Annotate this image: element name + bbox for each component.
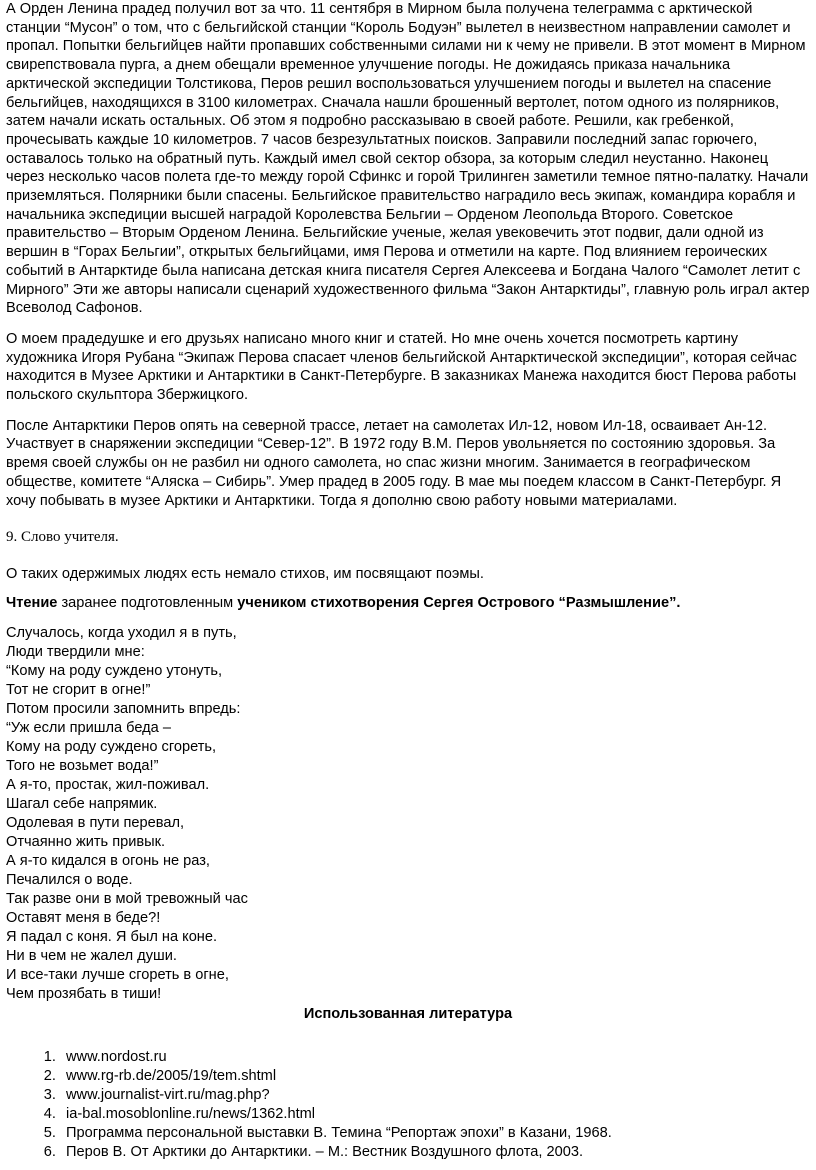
poem-line: Оставят меня в беде?! <box>6 910 161 927</box>
poem-line: “Уж если пришла беда – <box>6 720 171 737</box>
literature-list <box>6 1048 810 1162</box>
poem-line: Ни в чем не жалел души. <box>6 948 177 965</box>
literature-title: Использованная литература <box>303 1006 513 1023</box>
literature-item: 3. www.journalist-virt.ru/mag.php? <box>60 1086 810 1105</box>
poem-line: Кому на роду суждено сгореть, <box>6 739 217 756</box>
literature-item: 1. www.nordost.ru <box>60 1048 810 1067</box>
poem-line: Шагал себе напрямик. <box>6 796 158 813</box>
poem-line: Того не возьмет вода!” <box>6 758 159 775</box>
poem-line: Я падал с коня. Я был на коне. <box>6 929 218 946</box>
paragraph-books-and-articles: О моем прадедушке и его друзьях написано много книг и статей. Но мне очень хочется посмотреть картину художника Игоря Рубана “Экипаж Перова спасает членов бельгийской Антарктической экспедиции”, которая сейчас находится в Музее Арктики и Антарктики в Санкт-Петербурге. В заказниках Манежа находится бюст Перова работы польского скульптора Збержицкого. <box>6 330 797 404</box>
section-heading-teacher-word: 9. Слово учителя. <box>6 529 119 546</box>
paragraph-after-antarctica: После Антарктики Перов опять на северной трассе, летает на самолетах Ил-12, новом Ил-18, осваивает Ан-12. Участвует в снаряжении экспедиции “Север-12”. В 1972 году В.М. Перов увольняется по состоянию здоровья. За время своей службы он не разбил ни одного самолета, но спас жизни многим. Занимается в географическом обществе, комитете “Аляска – Сибирь”. Умер прадед в 2005 году. В мае мы поедем классом в Санкт-Петербург. Я хочу побывать в музее Арктики и Антарктики. Тогда я дополню свою работу новыми материалами. <box>6 417 782 509</box>
reading-instruction <box>6 594 810 613</box>
document-page <box>6 0 810 1162</box>
reading-bold-2: учеником стихотворения Сергея Острового “Размышление”. <box>237 594 681 611</box>
poem-line: Случалось, когда уходил я в путь, <box>6 625 237 642</box>
poem-line: Люди твердили мне: <box>6 644 145 661</box>
poem-line: Печалился о воде. <box>6 872 133 889</box>
literature-item: 5. Программа персональной выставки В. Темина “Репортаж эпохи” в Казани, 1968. <box>60 1124 810 1143</box>
literature-item: 4. ia-bal.mosoblonline.ru/news/1362.html <box>60 1105 810 1124</box>
poem-line: А я-то, простак, жил-поживал. <box>6 777 210 794</box>
poem-line: Так разве они в мой тревожный час <box>6 891 248 908</box>
poem-line: Одолевая в пути перевал, <box>6 815 185 832</box>
reading-plain: заранее подготовленным <box>57 594 238 611</box>
poem <box>6 624 810 1004</box>
poem-line: Отчаянно жить привык. <box>6 834 166 851</box>
poem-line: Потом просили запомнить впредь: <box>6 701 241 718</box>
poem-line: “Кому на роду суждено утонуть, <box>6 663 223 680</box>
poem-line: Тот не сгорит в огне!” <box>6 682 151 699</box>
poem-line: А я-то кидался в огонь не раз, <box>6 853 210 870</box>
poem-line: И все-таки лучше сгореть в огне, <box>6 967 229 984</box>
literature-item: 6. Перов В. От Арктики до Антарктики. – М.: Вестник Воздушного флота, 2003. <box>60 1143 810 1162</box>
literature-item: 2. www.rg-rb.de/2005/19/tem.shtml <box>60 1067 810 1086</box>
reading-bold-1: Чтение <box>6 594 58 611</box>
section-intro: О таких одержимых людях есть немало стихов, им посвящают поэмы. <box>6 565 484 582</box>
poem-line: Чем прозябать в тиши! <box>6 986 162 1003</box>
paragraph-order-of-lenin: А Орден Ленина прадед получил вот за что. 11 сентября в Мирном была получена телеграмма с арктической станции “Мусон” о том, что с бельгийской станции “Король Бодуэн” вылетел в неизвестном направлении самолет и пропал. Попытки бельгийцев найти пропавших собственными силами ни к чему не привели. В этот момент в Мирном свирепствовала пурга, а днем обещали временное улучшение погоды. Не дожидаясь приказа начальника арктической экспедиции Толстикова, Перов решил воспользоваться улучшением погоды и вылетел на спасение бельгийцев, находящихся в 3100 километрах. Сначала нашли брошенный вертолет, потом одного из полярников, затем начали искать остальных. Об этом я подробно рассказываю в своей работе. Решили, как гребенкой, прочесывать каждые 10 километров. 7 часов безрезультатных поисков. Заправили последний запас горючего, оставалось только на обратный путь. Каждый имел свой сектор обзора, за которым следил неустанно. Наконец через несколько часов полета где-то между горой Сфинкс и горой Трилинген заметили темное пятно-палатку. Начали приземляться. Полярники были спасены. Бельгийское правительство наградило весь экипаж, командира корабля и начальника экспедиции высшей наградой Королевства Бельгии – Орденом Леопольда Второго. Советское правительство – Вторым Орденом Ленина. Бельгийские ученые, желая увековечить этот подвиг, дали одной из вершин в “Горах Бельгии”, открытых бельгийцами, имя Перова и отметили на карте. Под влиянием героических событий в Антарктиде была написана детская книга писателя Сергея Алексеева и Богдана Чалого “Самолет летит с Мирного” Эти же авторы написали сценарий художественного фильма “Закон Антарктиды”, главную роль играл актер Всеволод Сафонов. <box>6 1 810 317</box>
